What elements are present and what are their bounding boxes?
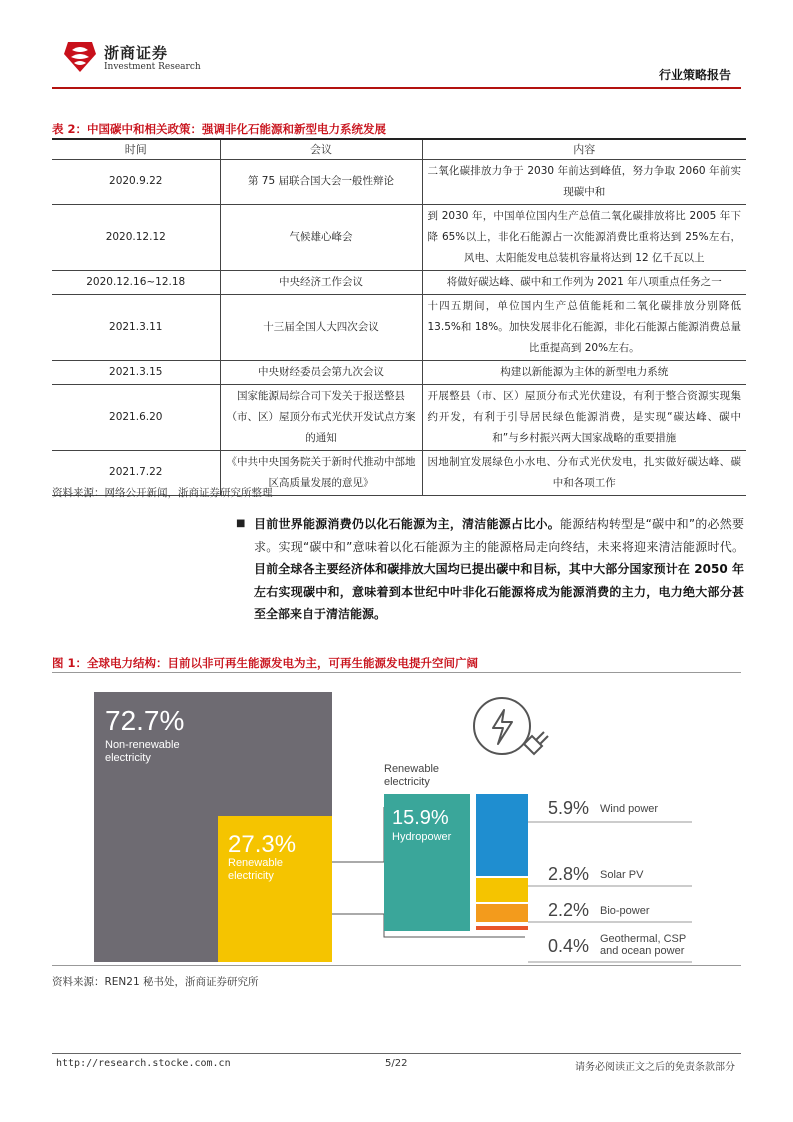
column-header-meeting: 会议 bbox=[220, 139, 422, 159]
row-meeting: 国家能源局综合司下发关于报送整县（市、区）屋顶分布式光伏开发试点方案的通知 bbox=[220, 384, 422, 450]
breakdown-label-line1: Renewable bbox=[384, 763, 440, 775]
geothermal-block bbox=[476, 926, 528, 930]
column-header-content: 内容 bbox=[422, 139, 746, 159]
hydropower-value: 15.9% bbox=[392, 807, 449, 829]
bio-power-label: Bio-power bbox=[600, 905, 650, 917]
table-header-row bbox=[52, 139, 746, 159]
table-row bbox=[52, 384, 746, 450]
brand-subtitle: Investment Research bbox=[104, 62, 201, 72]
policy-table bbox=[52, 138, 746, 496]
table-caption: 表 2：中国碳中和相关政策：强调非化石能源和新型电力系统发展 bbox=[52, 122, 387, 136]
table-row bbox=[52, 159, 746, 204]
row-time: 2020.9.22 bbox=[52, 159, 220, 204]
non-renewable-value: 72.7% bbox=[105, 705, 185, 736]
solar-pv-label: Solar PV bbox=[600, 869, 644, 881]
solar-pv-value: 2.8% bbox=[548, 864, 590, 884]
power-plug-icon bbox=[474, 698, 548, 754]
figure-caption: 图 1：全球电力结构：目前以非可再生能源发电为主，可再生能源发电提升空间广阔 bbox=[52, 656, 479, 670]
bullet-square-icon: ■ bbox=[236, 518, 246, 529]
breakdown-label-line2: electricity bbox=[384, 776, 430, 788]
report-type: 行业策略报告 bbox=[658, 68, 731, 82]
non-renewable-label-line1: Non-renewable bbox=[105, 739, 180, 751]
zoom-connector-line bbox=[332, 807, 384, 862]
row-meeting: 中央经济工作会议 bbox=[220, 270, 422, 294]
row-content: 因地制宜发展绿色小水电、分布式光伏发电，扎实做好碳达峰、碳中和各项工作 bbox=[422, 450, 746, 495]
renewable-label-line1: Renewable bbox=[228, 857, 284, 869]
row-time: 2020.12.16~12.18 bbox=[52, 270, 220, 294]
wind-power-block bbox=[476, 794, 528, 876]
policy-table-wrapper bbox=[52, 138, 746, 496]
row-time: 2020.12.12 bbox=[52, 204, 220, 270]
row-meeting: 中央财经委员会第九次会议 bbox=[220, 360, 422, 384]
row-meeting: 第 75 届联合国大会一般性辩论 bbox=[220, 159, 422, 204]
bio-power-block bbox=[476, 904, 528, 922]
figure-bottom-divider bbox=[52, 965, 741, 966]
row-content: 开展整县（市、区）屋顶分布式光伏建设，有利于整合资源实现集约开发，有利于引导居民绿色能源消费，是实现“碳达峰、碳中和”与乡村振兴两大国家战略的重要措施 bbox=[422, 384, 746, 450]
geothermal-label-line2: and ocean power bbox=[600, 945, 685, 957]
solar-pv-block bbox=[476, 878, 528, 902]
paragraph-text: 能源结构转型是“碳中和”的必然要求。实现“碳中和”意味着以化石能源为主的能源格局走向终结，未来将迎来清洁能源时代。 bbox=[254, 517, 744, 554]
electricity-structure-chart bbox=[52, 674, 746, 964]
brand-logo-icon bbox=[62, 40, 98, 74]
non-renewable-label-line2: electricity bbox=[105, 752, 151, 764]
table-row bbox=[52, 360, 746, 384]
row-time: 2021.7.22 bbox=[52, 450, 220, 495]
row-content: 十四五期间，单位国内生产总值能耗和二氧化碳排放分别降低 13.5%和 18%。加快发展非化石能源，非化石能源占能源消费总量比重提高到 20%左右。 bbox=[422, 294, 746, 360]
wind-power-label: Wind power bbox=[600, 803, 659, 815]
page-number: 5/22 bbox=[385, 1058, 408, 1069]
header-divider bbox=[52, 87, 741, 89]
geothermal-value: 0.4% bbox=[548, 936, 590, 956]
footer-disclaimer: 请务必阅读正文之后的免责条款部分 bbox=[575, 1062, 735, 1073]
footer-url-link[interactable]: http://research.stocke.com.cn bbox=[56, 1058, 231, 1069]
row-meeting: 十三届全国人大四次会议 bbox=[220, 294, 422, 360]
hydropower-label: Hydropower bbox=[392, 831, 452, 843]
table-source: 资料来源：网络公开新闻，浙商证券研究所整理 bbox=[52, 487, 273, 499]
footer-divider bbox=[52, 1053, 741, 1054]
figure-source: 资料来源：REN21 秘书处，浙商证券研究所 bbox=[52, 976, 259, 988]
renewable-label-line2: electricity bbox=[228, 870, 274, 882]
column-header-time: 时间 bbox=[52, 139, 220, 159]
row-content: 将做好碳达峰、碳中和工作列为 2021 年八项重点任务之一 bbox=[422, 270, 746, 294]
table-row bbox=[52, 204, 746, 270]
row-meeting: 《中共中央国务院关于新时代推动中部地区高质量发展的意见》 bbox=[220, 450, 422, 495]
row-meeting: 气候雄心峰会 bbox=[220, 204, 422, 270]
brand-name: 浙商证券 bbox=[104, 44, 169, 62]
paragraph-bold-conclusion: 目前全球各主要经济体和碳排放大国均已提出碳中和目标，其中大部分国家预计在 2050 年左右实现碳中和，意味着到本世纪中叶非化石能源将成为能源消费的主力，电力绝大部分甚至全部来自于清洁能源。 bbox=[254, 562, 744, 621]
wind-power-value: 5.9% bbox=[548, 798, 590, 818]
row-content: 二氧化碳排放力争于 2030 年前达到峰值，努力争取 2060 年前实现碳中和 bbox=[422, 159, 746, 204]
row-time: 2021.3.15 bbox=[52, 360, 220, 384]
body-paragraph bbox=[236, 513, 744, 626]
row-time: 2021.6.20 bbox=[52, 384, 220, 450]
table-row bbox=[52, 294, 746, 360]
geothermal-label-line1: Geothermal, CSP bbox=[600, 933, 687, 945]
bio-power-value: 2.2% bbox=[548, 900, 590, 920]
row-time: 2021.3.11 bbox=[52, 294, 220, 360]
figure-top-divider bbox=[52, 672, 741, 673]
row-content: 构建以新能源为主体的新型电力系统 bbox=[422, 360, 746, 384]
paragraph-bold-lead: 目前世界能源消费仍以化石能源为主，清洁能源占比小。 bbox=[254, 517, 560, 531]
table-row bbox=[52, 270, 746, 294]
row-content: 到 2030 年，中国单位国内生产总值二氧化碳排放将比 2005 年下降 65%以上，非化石能源占一次能源消费比重将达到 25%左右，风电、太阳能发电总装机容量将达到 12 亿千瓦以上 bbox=[422, 204, 746, 270]
page-header bbox=[0, 0, 793, 92]
renewable-value: 27.3% bbox=[228, 831, 297, 858]
